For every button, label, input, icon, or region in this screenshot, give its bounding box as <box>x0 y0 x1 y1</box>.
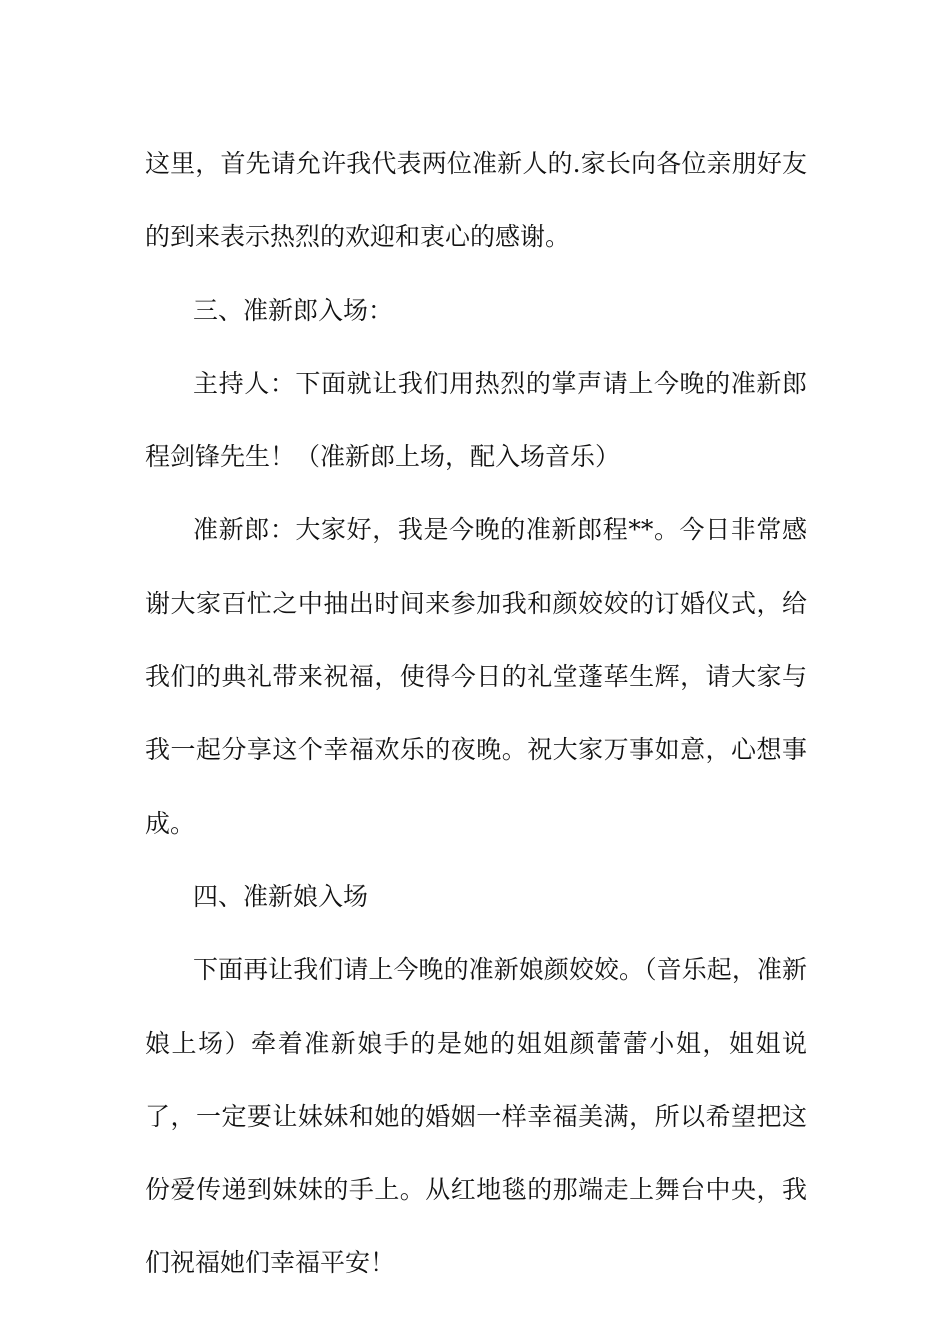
paragraph-host-intro-groom: 主持人：下面就让我们用热烈的掌声请上今晚的准新郎程剑锋先生！（准新郎上场，配入场音乐） <box>145 368 807 472</box>
paragraph-bride-entrance: 下面再让我们请上今晚的准新娘颜姣姣。（音乐起，准新娘上场）牵着准新娘手的是她的姐姐颜蕾蕾小姐，姐姐说了，一定要让妹妹和她的婚姻一样幸福美满，所以希望把这份爱传递到妹妹的手上。从红地毯的那端走上舞台中央，我们祝福她们幸福平安！ <box>145 955 807 1278</box>
paragraph-continuation: 这里，首先请允许我代表两位准新人的.家长向各位亲朋好友的到来表示热烈的欢迎和衷心的感谢。 <box>145 149 807 252</box>
document-body <box>145 127 807 1300</box>
section-heading-bride-entrance: 四、准新娘入场 <box>193 881 369 911</box>
paragraph-groom-speech: 准新郎：大家好，我是今晚的准新郎程**。今日非常感谢大家百忙之中抽出时间来参加我和颜姣姣的订婚仪式，给我们的典礼带来祝福，使得今日的礼堂蓬荜生辉，请大家与我一起分享这个幸福欢乐的夜晚。祝大家万事如意，心想事成。 <box>145 515 807 838</box>
section-heading-groom-entrance: 三、准新郎入场： <box>193 295 394 325</box>
